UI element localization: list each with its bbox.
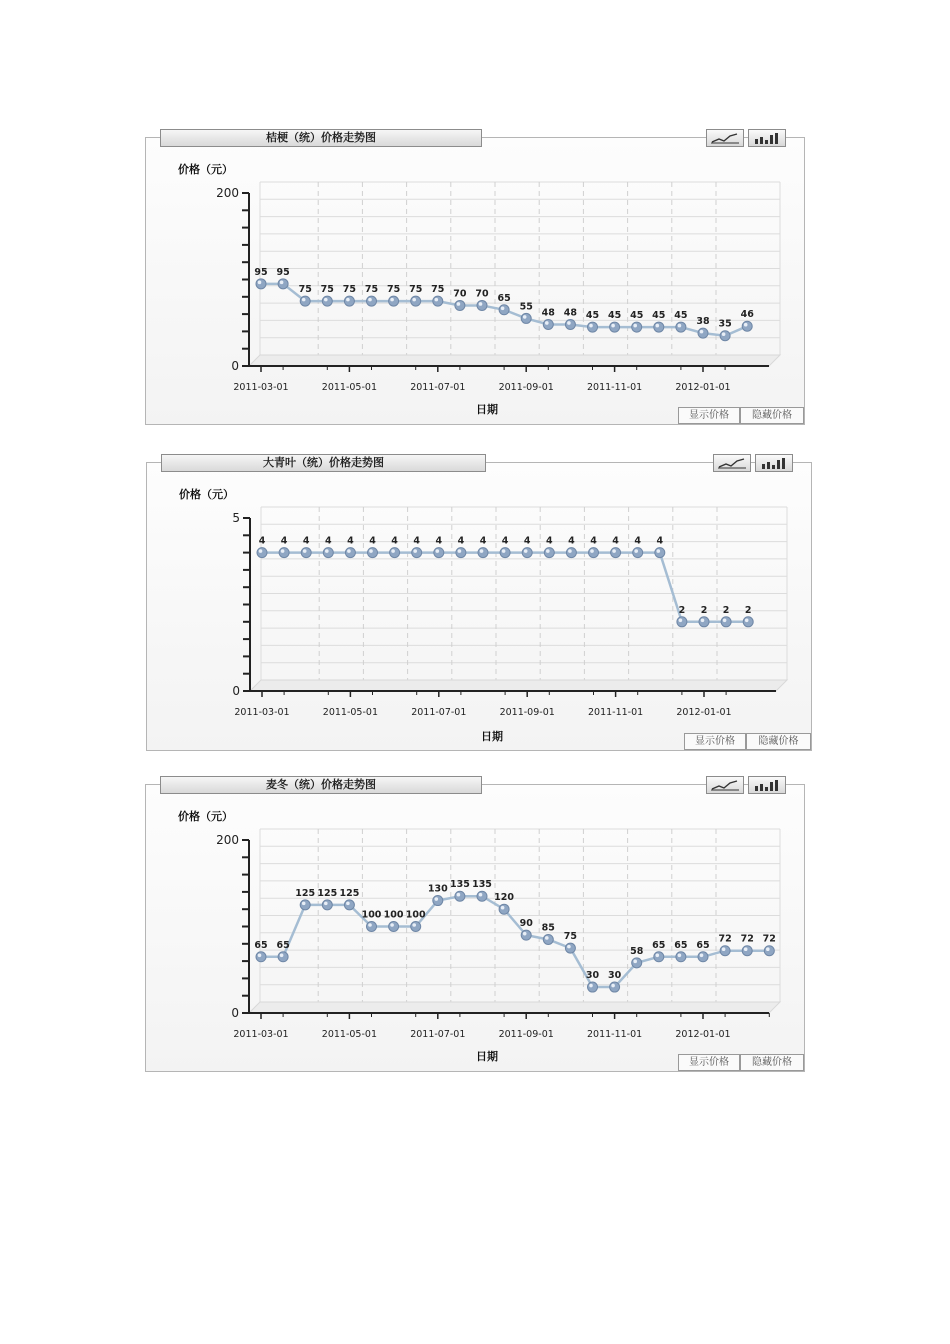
data-point <box>565 319 575 329</box>
data-point-highlight <box>368 923 372 927</box>
data-point-highlight <box>567 321 571 325</box>
data-point-highlight <box>302 298 306 302</box>
data-point-highlight <box>523 932 527 936</box>
x-tick-label: 2011-07-01 <box>411 707 467 718</box>
data-point-highlight <box>258 953 262 957</box>
data-label: 100 <box>361 909 382 921</box>
data-label: 30 <box>585 970 600 982</box>
data-point <box>278 952 288 962</box>
data-label: 4 <box>656 535 664 547</box>
data-point <box>720 946 730 956</box>
data-label: 125 <box>317 887 338 899</box>
data-point <box>543 319 553 329</box>
y-axis-label: 价格（元） <box>178 163 233 176</box>
data-point-highlight <box>435 298 439 302</box>
data-point <box>543 934 553 944</box>
data-label: 35 <box>718 318 732 330</box>
x-tick-label: 2011-07-01 <box>410 382 466 393</box>
data-point-highlight <box>280 953 284 957</box>
chart-title-2: 大青叶（统）价格走势图 <box>161 454 486 472</box>
hide-price-button[interactable]: 隐藏价格 <box>740 1054 804 1071</box>
data-point <box>499 305 509 315</box>
data-label: 2 <box>678 604 686 616</box>
data-point <box>632 958 642 968</box>
data-label: 2 <box>722 604 730 616</box>
y-tick-label: 5 <box>232 511 240 525</box>
data-point <box>655 548 665 558</box>
data-label: 2 <box>700 604 708 616</box>
data-label: 95 <box>254 266 268 278</box>
show-price-button[interactable]: 显示价格 <box>678 1054 740 1071</box>
data-label: 4 <box>590 535 597 547</box>
data-point-highlight <box>633 324 637 328</box>
data-label: 75 <box>364 284 379 296</box>
data-point <box>742 946 752 956</box>
y-axis-label: 价格（元） <box>178 810 233 823</box>
data-point-highlight <box>633 960 637 964</box>
data-point-highlight <box>679 619 683 623</box>
y-axis-label: 价格（元） <box>179 488 234 501</box>
data-label: 4 <box>457 535 465 547</box>
data-point <box>390 548 400 558</box>
x-tick-label: 2011-11-01 <box>586 1029 643 1040</box>
data-label: 4 <box>258 535 266 547</box>
data-point-highlight <box>280 281 284 285</box>
data-point-highlight <box>611 324 615 328</box>
data-label: 4 <box>302 535 310 547</box>
data-point <box>676 322 686 332</box>
data-point <box>279 548 289 558</box>
data-point <box>412 548 422 558</box>
x-axis-label: 日期 <box>481 730 503 743</box>
data-point <box>278 279 288 289</box>
data-point-highlight <box>302 902 306 906</box>
data-point <box>743 617 753 627</box>
data-point <box>301 548 311 558</box>
data-label: 125 <box>339 887 360 899</box>
chart-plot-2 <box>147 463 813 752</box>
show-price-button[interactable]: 显示价格 <box>684 733 746 750</box>
data-point <box>344 900 354 910</box>
x-tick-label: 2012-01-01 <box>675 1029 731 1040</box>
data-label: 45 <box>674 310 688 322</box>
data-point <box>389 296 399 306</box>
data-label: 4 <box>479 535 487 547</box>
x-tick-label: 2012-01-01 <box>676 707 732 718</box>
data-label: 4 <box>324 535 332 547</box>
data-point-highlight <box>700 330 704 334</box>
price-chart-panel-1 <box>145 131 805 425</box>
data-point <box>610 982 620 992</box>
x-tick-label: 2011-11-01 <box>586 382 643 393</box>
data-point <box>455 891 465 901</box>
data-label: 72 <box>740 933 754 945</box>
data-point-highlight <box>324 298 328 302</box>
data-point-highlight <box>744 323 748 327</box>
data-label: 48 <box>541 307 555 319</box>
x-axis-label: 日期 <box>476 1050 498 1063</box>
data-label: 75 <box>409 284 423 296</box>
data-label: 72 <box>718 933 732 945</box>
data-point-highlight <box>325 549 329 553</box>
data-label: 65 <box>497 292 511 304</box>
data-label: 120 <box>494 892 515 904</box>
y-tick-label: 0 <box>232 684 240 698</box>
data-point-highlight <box>567 945 571 949</box>
data-point <box>742 321 752 331</box>
data-point <box>256 279 266 289</box>
data-label: 75 <box>386 284 401 296</box>
data-point <box>676 952 686 962</box>
chart-plot-1 <box>146 138 806 426</box>
data-point-highlight <box>259 549 263 553</box>
data-point-highlight <box>390 923 394 927</box>
data-point-highlight <box>766 947 770 951</box>
x-tick-label: 2011-09-01 <box>499 707 555 718</box>
x-axis-label: 日期 <box>476 403 498 416</box>
data-point-highlight <box>369 549 373 553</box>
data-label: 70 <box>475 288 489 300</box>
data-point <box>367 922 377 932</box>
data-point <box>589 548 599 558</box>
data-point-highlight <box>501 906 505 910</box>
data-point-highlight <box>346 902 350 906</box>
data-point-highlight <box>390 298 394 302</box>
x-tick-label: 2012-01-01 <box>675 382 731 393</box>
data-point <box>565 943 575 953</box>
data-label: 46 <box>740 309 754 321</box>
price-chart-panel-2 <box>146 456 812 751</box>
chart-title-3: 麦冬（统）价格走势图 <box>160 776 482 794</box>
data-point <box>633 548 643 558</box>
data-label: 75 <box>298 284 312 296</box>
x-tick-label: 2011-03-01 <box>233 382 289 393</box>
data-label: 75 <box>342 284 357 296</box>
data-point-highlight <box>391 549 395 553</box>
data-point-highlight <box>502 549 506 553</box>
data-point <box>677 617 687 627</box>
data-point <box>300 296 310 306</box>
data-point <box>389 922 399 932</box>
x-tick-label: 2011-03-01 <box>233 1029 289 1040</box>
y-tick-label: 0 <box>231 359 239 373</box>
data-label: 48 <box>563 307 578 319</box>
data-label: 4 <box>545 535 553 547</box>
x-tick-label: 2011-07-01 <box>410 1029 466 1040</box>
data-label: 65 <box>696 939 710 951</box>
data-point-highlight <box>523 315 527 319</box>
data-point <box>698 328 708 338</box>
data-point-highlight <box>744 947 748 951</box>
data-point <box>411 922 421 932</box>
data-point <box>720 331 730 341</box>
chart-floor <box>250 680 787 691</box>
data-point-highlight <box>722 332 726 336</box>
data-label: 4 <box>347 535 354 547</box>
data-label: 72 <box>762 933 776 945</box>
data-point-highlight <box>745 619 749 623</box>
data-point-highlight <box>545 936 549 940</box>
data-point <box>478 548 488 558</box>
data-point-highlight <box>589 324 593 328</box>
data-label: 130 <box>427 883 448 895</box>
data-point-highlight <box>612 549 616 553</box>
data-label: 45 <box>607 310 622 322</box>
data-point <box>588 322 598 332</box>
data-point <box>522 548 532 558</box>
data-point-highlight <box>413 549 417 553</box>
data-point-highlight <box>634 549 638 553</box>
data-label: 4 <box>391 535 398 547</box>
data-point <box>611 548 621 558</box>
data-point-highlight <box>457 302 461 306</box>
chart-plot-3 <box>146 785 806 1073</box>
data-label: 135 <box>472 879 492 891</box>
data-label: 38 <box>696 316 710 328</box>
data-point-highlight <box>656 324 660 328</box>
data-label: 65 <box>276 939 290 951</box>
data-label: 100 <box>383 909 404 921</box>
data-label: 125 <box>295 887 316 899</box>
data-label: 45 <box>585 310 600 322</box>
data-label: 65 <box>254 939 268 951</box>
data-label: 58 <box>630 945 644 957</box>
x-tick-label: 2011-03-01 <box>234 707 290 718</box>
data-point <box>610 322 620 332</box>
data-point-highlight <box>678 953 682 957</box>
data-label: 4 <box>634 535 642 547</box>
data-point <box>544 548 554 558</box>
data-point-highlight <box>258 281 262 285</box>
data-label: 75 <box>320 284 334 296</box>
data-point <box>368 548 378 558</box>
data-point <box>654 322 664 332</box>
data-label: 75 <box>563 931 578 943</box>
data-point-highlight <box>479 893 483 897</box>
y-tick-label: 0 <box>231 1006 239 1020</box>
data-point-highlight <box>722 947 726 951</box>
data-label: 135 <box>449 879 470 891</box>
data-point-highlight <box>656 953 660 957</box>
data-point-highlight <box>546 549 550 553</box>
data-point <box>411 296 421 306</box>
data-point-highlight <box>479 302 483 306</box>
x-tick-label: 2011-09-01 <box>498 382 554 393</box>
data-point-highlight <box>701 619 705 623</box>
data-point <box>566 548 576 558</box>
data-point-highlight <box>524 549 528 553</box>
chart-title-1: 桔梗（统）价格走势图 <box>160 129 482 147</box>
price-chart-panel-3 <box>145 778 805 1072</box>
data-point-highlight <box>457 893 461 897</box>
x-tick-label: 2011-05-01 <box>321 382 378 393</box>
data-label: 55 <box>519 301 533 313</box>
data-label: 45 <box>630 310 644 322</box>
data-label: 65 <box>674 939 688 951</box>
data-label: 85 <box>541 922 555 934</box>
data-point-highlight <box>480 549 484 553</box>
data-point <box>654 952 664 962</box>
data-point-highlight <box>324 902 328 906</box>
data-point <box>256 952 266 962</box>
data-label: 4 <box>612 535 619 547</box>
data-point-highlight <box>412 298 416 302</box>
data-point <box>344 296 354 306</box>
data-point <box>521 313 531 323</box>
data-point <box>477 300 487 310</box>
data-point-highlight <box>657 549 661 553</box>
data-point-highlight <box>436 549 440 553</box>
data-point <box>433 896 443 906</box>
show-price-button[interactable]: 显示价格 <box>678 407 740 424</box>
data-label: 100 <box>405 909 426 921</box>
data-point-highlight <box>700 953 704 957</box>
x-tick-label: 2011-09-01 <box>498 1029 554 1040</box>
data-point-highlight <box>347 549 351 553</box>
data-point-highlight <box>303 549 307 553</box>
hide-price-button[interactable]: 隐藏价格 <box>746 733 811 750</box>
data-point <box>300 900 310 910</box>
data-point <box>499 904 509 914</box>
data-label: 4 <box>435 535 443 547</box>
data-point-highlight <box>435 897 439 901</box>
series-line <box>262 553 748 622</box>
data-label: 4 <box>413 535 421 547</box>
data-label: 4 <box>280 535 288 547</box>
data-point <box>434 548 444 558</box>
data-label: 4 <box>369 535 376 547</box>
data-point <box>322 900 332 910</box>
data-point-highlight <box>678 324 682 328</box>
data-point <box>433 296 443 306</box>
data-label: 95 <box>276 266 290 278</box>
hide-price-button[interactable]: 隐藏价格 <box>740 407 804 424</box>
y-tick-label: 200 <box>216 186 239 200</box>
data-point <box>456 548 466 558</box>
data-point <box>698 952 708 962</box>
data-point <box>455 300 465 310</box>
data-point <box>764 946 774 956</box>
data-point-highlight <box>589 984 593 988</box>
series-line <box>261 896 769 987</box>
data-point-highlight <box>611 984 615 988</box>
x-tick-label: 2011-05-01 <box>322 707 379 718</box>
data-label: 75 <box>431 284 445 296</box>
y-tick-label: 200 <box>216 833 239 847</box>
data-point-highlight <box>545 321 549 325</box>
data-point-highlight <box>346 298 350 302</box>
data-label: 90 <box>519 918 533 930</box>
data-point <box>632 322 642 332</box>
data-label: 4 <box>501 535 509 547</box>
data-point <box>345 548 355 558</box>
data-point <box>699 617 709 627</box>
data-point <box>322 296 332 306</box>
chart-floor <box>249 355 780 366</box>
chart-floor <box>249 1002 780 1013</box>
data-point-highlight <box>281 549 285 553</box>
data-point <box>521 930 531 940</box>
data-point <box>588 982 598 992</box>
data-point-highlight <box>723 619 727 623</box>
data-label: 4 <box>568 535 575 547</box>
data-point-highlight <box>568 549 572 553</box>
data-point <box>477 891 487 901</box>
data-point-highlight <box>412 923 416 927</box>
x-tick-label: 2011-11-01 <box>587 707 644 718</box>
data-point-highlight <box>368 298 372 302</box>
data-label: 30 <box>607 970 622 982</box>
data-point <box>323 548 333 558</box>
data-label: 2 <box>744 604 752 616</box>
data-point <box>500 548 510 558</box>
data-label: 70 <box>453 288 467 300</box>
data-label: 45 <box>652 310 666 322</box>
data-point <box>721 617 731 627</box>
data-label: 65 <box>652 939 666 951</box>
data-label: 4 <box>523 535 531 547</box>
x-tick-label: 2011-05-01 <box>321 1029 378 1040</box>
data-point-highlight <box>590 549 594 553</box>
data-point <box>367 296 377 306</box>
data-point-highlight <box>501 306 505 310</box>
data-point-highlight <box>458 549 462 553</box>
data-point <box>257 548 267 558</box>
